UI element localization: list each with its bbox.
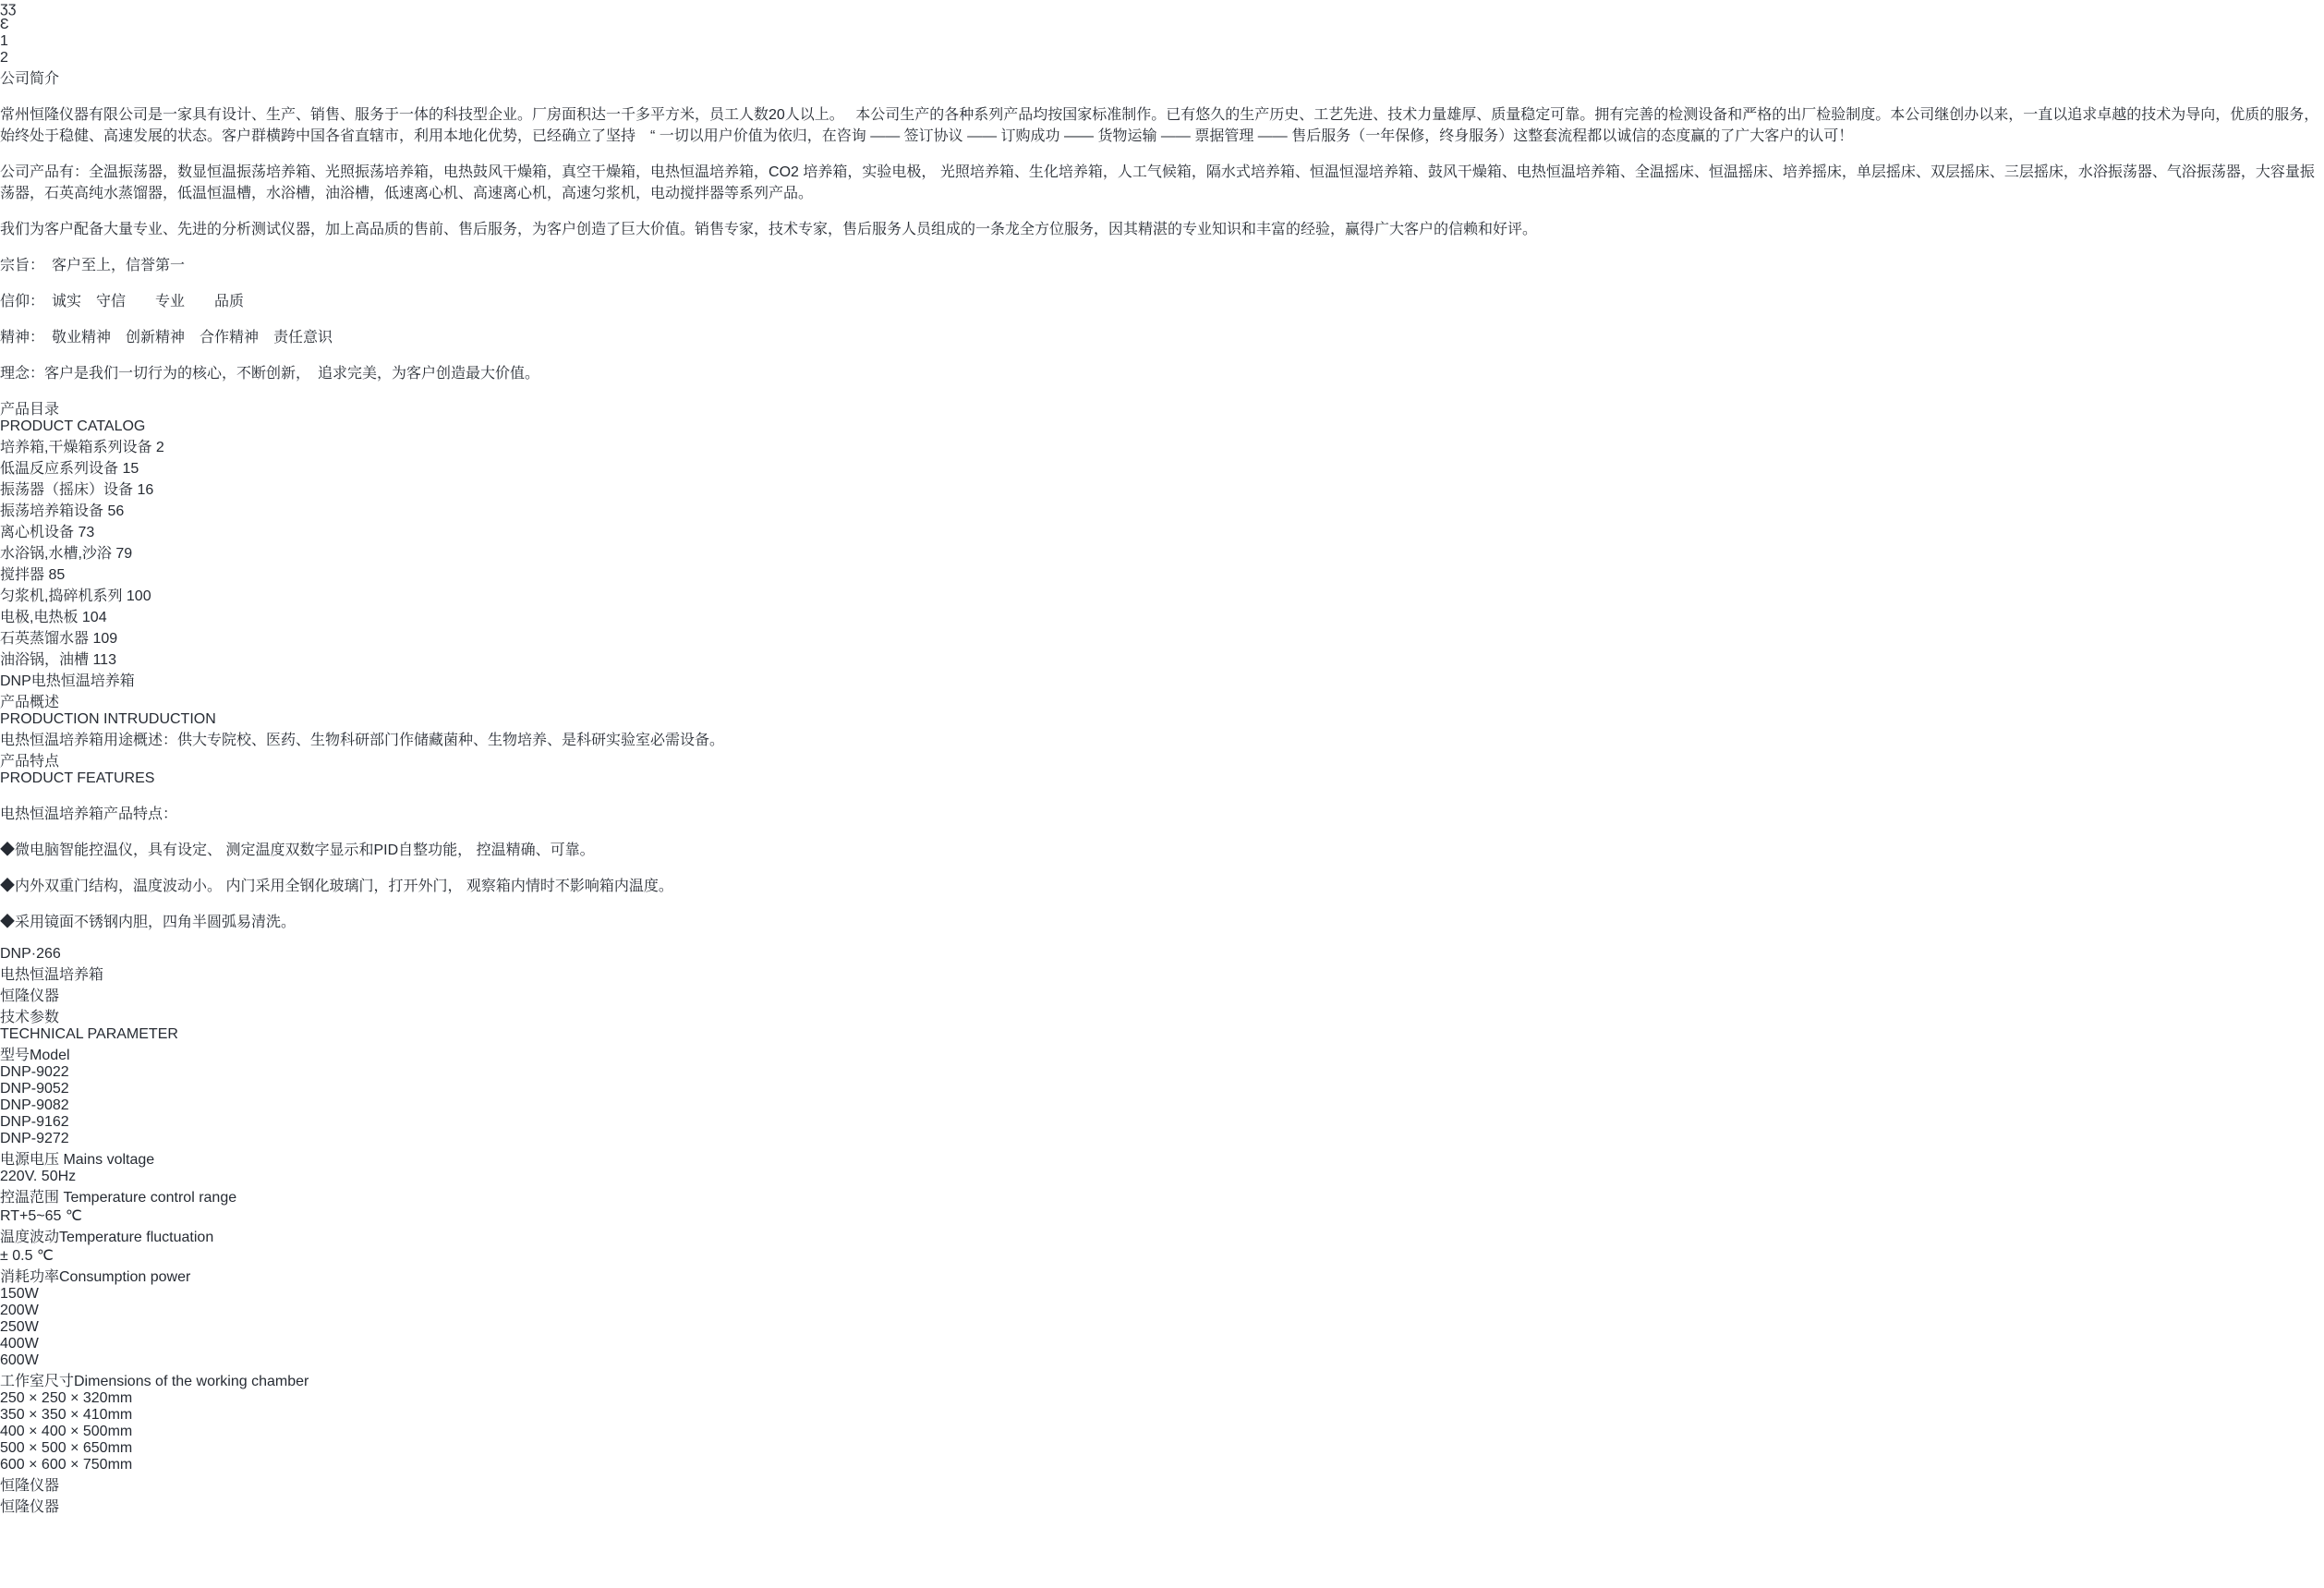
overview-rest: 用途概述：供大专院校、医药、生物科研部门作储藏菌种、生物培养、是科研实验室必需设备。 (103, 733, 725, 748)
diamond-bullet-icon: ◆ (0, 915, 16, 930)
overview-bold: 电热恒温培养箱 (0, 733, 104, 748)
dim2-line2: × 410mm (70, 1407, 133, 1423)
catalog-item (0, 520, 2324, 541)
feature-bullet-2-text: 内外双重门结构，温度波动小。 内门采用全钢化玻璃门，打开外门， 观察箱内情时不影响箱内温度。 (15, 879, 673, 894)
intro-p2-rest: 光照培养箱、生化培养箱，人工气候箱，隔水式培养箱、恒温恒湿培养箱、鼓风干燥箱、电热恒温培养箱、全温摇床、恒温摇床、培养摇床，单层摇床、双层摇床、三层摇床，水浴振荡器、气浴振荡器，大容量振荡器，石英高纯水蒸馏器，低温恒温槽，水浴槽，油浴槽，低速离心机、高速离心机，高速匀浆机，电动搅拌器等系列产品。 (0, 164, 2315, 201)
power-value-3: 250W (0, 1319, 39, 1335)
intro-p2-prefix: 公司产品有：全温振荡器，数显恒温振荡培养箱、光照振荡培养箱， (0, 164, 444, 180)
incubator-product-photo (0, 946, 2324, 1005)
catalog-item-label: 培养箱,干燥箱系列设备 (0, 440, 152, 455)
catalog-item (0, 563, 2324, 584)
table-watermark: 恒隆仪器 (0, 1499, 60, 1515)
catalog-item (0, 435, 2324, 456)
catalog-item-page: 85 (48, 567, 66, 583)
power-value-5: 600W (0, 1352, 39, 1368)
product-catalog-list (0, 435, 2324, 669)
temp-range-label-line1: 控温范围 Temperature (0, 1190, 147, 1206)
intro-paragraph-3: 我们为客户配备大量专业、先进的分析测试仪器，加上高品质的售前、售后服务，为客户创造了巨大价值。销售专家，技术专家，售后服务人员组成的一条龙全方位服务，因其精湛的专业知识和丰富的经验，赢得广大客户的信赖和好评。 (0, 222, 1538, 237)
dimensions-value-2 (0, 1407, 2324, 1424)
product-overview-text (0, 728, 2324, 749)
catalog-item-label: 离心机设备 (0, 525, 75, 540)
temp-range-label-line2: control range (150, 1190, 237, 1206)
catalog-item-page: 100 (126, 588, 151, 604)
catalog-item-page: 2 (155, 440, 164, 455)
feature-bullet-2 (0, 874, 2324, 895)
panel-title-text: 电热恒温培养箱 (0, 967, 104, 983)
row-label-dimensions (0, 1369, 2324, 1390)
dimensions-value-4 (0, 1440, 2324, 1457)
tech-subtitle: TECHNICAL PARAMETER (0, 1026, 178, 1042)
intro-paragraph-1: 常州恒隆仪器有限公司是一家具有设计、生产、销售、服务于一体的科技型企业。厂房面积达一千多平方米，员工人数20人以上。 本公司生产的各种系列产品均按国家标准制作。已有悠久的生产历史、工艺先进、技术力量雄厚、质量稳定可靠。拥有完善的检测设备和严格的出厂检验制度。本公司继创办以来，一直以追求卓越的技术为导向，优质的服务，始终处于稳健、高速发展的状态。客户群横跨中国各省直辖市，利用本地化优势，已经确立了坚持 “ 一切以用户价值为依归，在咨询 —— 签订协议 —— 订购成功 —— 货物运输 —— 票据管理 —— 售后服务（一年保修，终身服务）这整套流程都以诚信的态度赢的了广大客户的认可！ (0, 107, 2319, 144)
fluctuation-value: ± 0.5 ℃ (0, 1248, 54, 1264)
intro-paragraph-2 (0, 160, 2324, 202)
power-value-1: 150W (0, 1286, 39, 1302)
diamond-bullet-icon: ◆ (0, 842, 16, 858)
features-intro-rest: 产品特点： (103, 806, 178, 822)
dimensions-value-3 (0, 1424, 2324, 1440)
power-value-2: 200W (0, 1303, 39, 1318)
right-margin-gradient (0, 0, 102, 1588)
dim1-line1: 250 × 250 (0, 1390, 67, 1406)
motto-line-1: 宗旨： 客户至上，信誉第一 (0, 258, 186, 273)
table-header-dnp-9022: DNP-9022 (0, 1064, 69, 1080)
dimensions-value-1 (0, 1390, 2324, 1407)
product-overview-heading (0, 690, 2324, 728)
panel-model-text: DNP·266 (0, 946, 61, 962)
catalog-item (0, 456, 2324, 478)
features-subtitle: PRODUCT FEATURES (0, 770, 155, 786)
dimensions-label-line2: of the working chamber (155, 1374, 309, 1389)
catalog-item (0, 584, 2324, 605)
catalog-item-page: 16 (137, 482, 154, 498)
catalog-item (0, 541, 2324, 563)
catalog-item-label: 水浴锅,水槽,沙浴 (0, 546, 112, 562)
left-margin-watermark: ʒʒ (0, 0, 17, 16)
catalog-item-page: 56 (107, 503, 125, 519)
product-features-heading (0, 749, 2324, 787)
features-intro (0, 802, 2324, 823)
power-label-line1: 消耗功率Consumption (0, 1269, 147, 1285)
catalog-subtitle: PRODUCT CATALOG (0, 418, 146, 434)
technical-parameter-heading (0, 1005, 2324, 1043)
table-watermark: 恒隆仪器 (0, 1478, 60, 1494)
technical-parameter-table (0, 1043, 2324, 1473)
catalog-item-page: 104 (81, 610, 107, 625)
temp-range-value: RT+5~65 ℃ (0, 1208, 82, 1224)
dim3-line1: 400 × 400 (0, 1424, 67, 1439)
page-number-right: 2 (0, 50, 8, 66)
catalog-item (0, 648, 2324, 669)
company-intro-header-band (0, 67, 2324, 88)
catalog-item (0, 478, 2324, 499)
power-label-line2: power (150, 1269, 191, 1285)
table-header-dnp-9052: DNP-9052 (0, 1081, 69, 1097)
table-header-dnp-9162: DNP-9162 (0, 1114, 69, 1130)
row-label-voltage: 电源电压 Mains voltage (0, 1152, 155, 1168)
feature-bullet-1 (0, 838, 2324, 859)
dimensions-value-5 (0, 1457, 2324, 1473)
table-header-model: 型号Model (0, 1048, 70, 1063)
feature-bullet-1-text: 微电脑智能控温仪，具有设定、 测定温度双数字显示和PID自整功能， 控温精确、可靠。 (15, 842, 595, 858)
catalog-item-page: 15 (122, 461, 139, 477)
tech-title: 技术参数 (0, 1010, 60, 1025)
company-intro-title: 公司简介 (0, 71, 60, 87)
product-catalog-heading (0, 397, 2324, 435)
catalog-item-page: 113 (92, 652, 116, 668)
diamond-bullet-icon: ◆ (0, 879, 16, 894)
row-label-fluctuation (0, 1225, 2324, 1246)
dim4-line2: × 650mm (70, 1440, 133, 1456)
feature-bullet-3 (0, 910, 2324, 931)
catalog-title: 产品目录 (0, 402, 60, 418)
fluctuation-label-line2: fluctuation (146, 1230, 214, 1245)
features-intro-bold: 电热恒温培养箱 (0, 806, 104, 822)
catalog-item-label: 石英蒸馏水器 (0, 631, 90, 647)
catalog-item (0, 499, 2324, 520)
company-intro-body (0, 103, 2324, 382)
dim5-line1: 600 × 600 (0, 1457, 67, 1473)
row-label-temp-range (0, 1185, 2324, 1206)
overview-title: 产品概述 (0, 695, 60, 710)
features-title: 产品特点 (0, 754, 60, 770)
catalog-item (0, 626, 2324, 648)
catalog-item-label: 振荡器（摇床）设备 (0, 482, 134, 498)
table-header-dnp-9082: DNP-9082 (0, 1097, 69, 1113)
page-number-left: 1 (0, 33, 8, 49)
catalog-item-label: 低温反应系列设备 (0, 461, 119, 477)
motto-line-4: 理念：客户是我们一切行为的核心，不断创新， 追求完美，为客户创造最大价值。 (0, 366, 540, 382)
dnp-header-band (0, 669, 2324, 690)
dnp-header-title: DNP电热恒温培养箱 (0, 673, 135, 689)
dim5-line2: × 750mm (70, 1457, 133, 1473)
catalog-item-page: 73 (78, 525, 95, 540)
dimensions-label-line1: 工作室尺寸Dimensions (0, 1374, 151, 1389)
control-panel (0, 946, 2324, 984)
dim1-line2: × 320mm (70, 1390, 133, 1406)
fluctuation-label-line1: 温度波动Temperature (0, 1230, 142, 1245)
catalog-item-label: 匀浆机,捣碎机系列 (0, 588, 123, 604)
catalog-item-label: 电极,电热板 (0, 610, 79, 625)
product-features-list (0, 802, 2324, 931)
catalog-item-page: 109 (92, 631, 118, 647)
motto-line-3: 精神： 敬业精神 创新精神 合作精神 责任意识 (0, 330, 333, 345)
motto-line-2: 信仰： 诚实 守信 专业 品质 (0, 294, 245, 309)
dim3-line2: × 500mm (70, 1424, 133, 1439)
catalog-item (0, 605, 2324, 626)
row-label-power (0, 1265, 2324, 1286)
dim4-line1: 500 × 500 (0, 1440, 67, 1456)
catalog-item-label: 油浴锅，油槽 (0, 652, 90, 668)
catalog-item-page: 79 (115, 546, 133, 562)
intro-p2-bold: 电热鼓风干燥箱，真空干燥箱，电热恒温培养箱，CO2 培养箱，实验电极， (443, 164, 937, 180)
power-value-4: 400W (0, 1336, 39, 1352)
voltage-value: 220V. 50Hz (0, 1169, 77, 1184)
catalog-item-label: 搅拌器 (0, 567, 45, 583)
photo-watermark: 恒隆仪器 (0, 988, 60, 1004)
dim2-line1: 350 × 350 (0, 1407, 67, 1423)
feature-bullet-3-text: 采用镜面不锈钢内胆，四角半圆弧易清洗。 (15, 915, 297, 930)
table-header-dnp-9272: DNP-9272 (0, 1131, 69, 1146)
overview-subtitle: PRODUCTION INTRUDUCTION (0, 711, 216, 727)
catalog-item-label: 振荡培养箱设备 (0, 503, 104, 519)
right-margin-watermark: Ɛ (0, 17, 9, 32)
